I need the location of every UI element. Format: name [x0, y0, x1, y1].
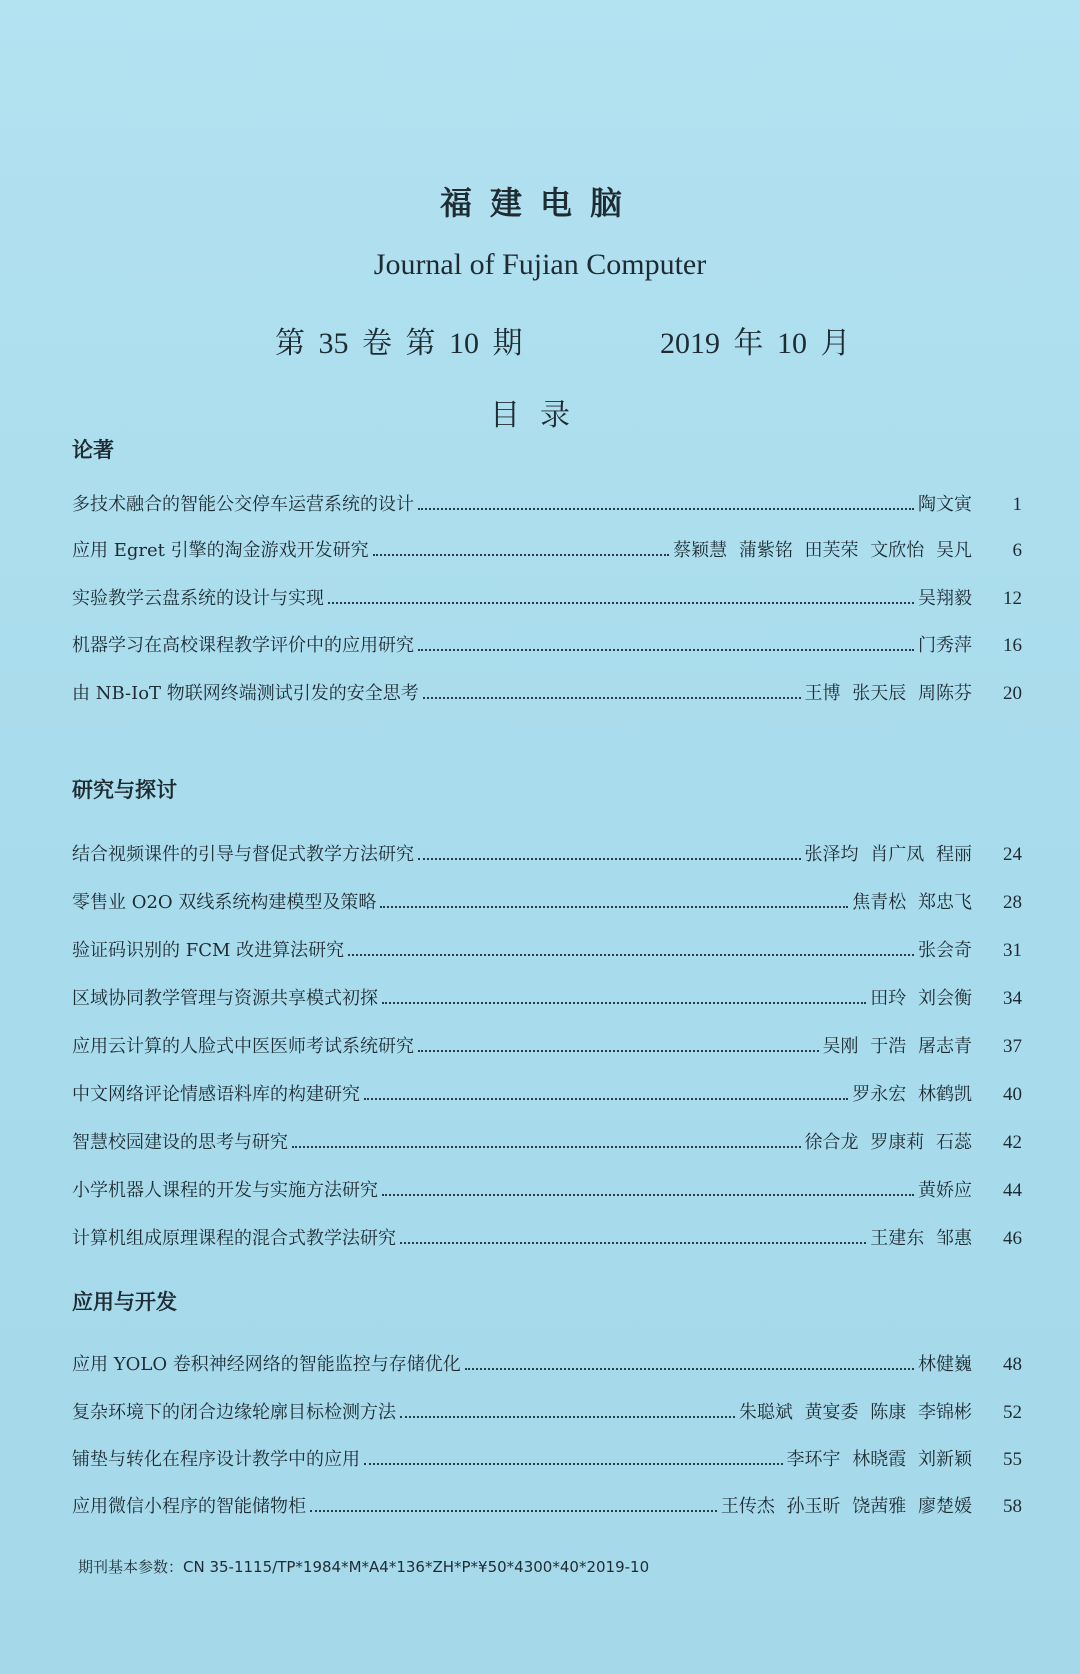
- entry-page: 1: [1012, 494, 1022, 515]
- toc-entry[interactable]: [72, 1394, 1022, 1424]
- section-heading-yingyong: 应用与开发: [72, 1290, 177, 1314]
- entry-page: 34: [1003, 988, 1022, 1009]
- journal-parameters: 期刊基本参数：CN 35-1115/TP*1984*M*A4*136*ZH*P*¥50*4300*40*2019-10: [78, 1558, 650, 1576]
- toc-entry[interactable]: [72, 884, 1022, 914]
- entry-title: 智慧校园建设的思考与研究: [72, 1132, 288, 1153]
- entry-page: 44: [1003, 1180, 1022, 1201]
- leader-dots: [348, 954, 914, 956]
- toc-entry[interactable]: [72, 1441, 1022, 1471]
- leader-dots: [364, 1463, 783, 1465]
- entry-page: 37: [1003, 1036, 1022, 1057]
- entry-page: 31: [1003, 940, 1022, 961]
- entry-authors: 黄娇应: [918, 1180, 972, 1201]
- entry-page: 28: [1003, 892, 1022, 913]
- leader-dots: [400, 1242, 866, 1244]
- entry-page: 20: [1003, 683, 1022, 704]
- entry-authors: 门秀萍: [918, 635, 972, 656]
- leader-dots: [310, 1510, 717, 1512]
- leader-dots: [418, 1050, 819, 1052]
- entry-title: 应用 YOLO 卷积神经网络的智能监控与存储优化: [72, 1354, 461, 1375]
- entry-page: 42: [1003, 1132, 1022, 1153]
- entry-page: 52: [1003, 1402, 1022, 1423]
- toc-entry[interactable]: [72, 980, 1022, 1010]
- entry-authors: 张会奇: [918, 940, 972, 961]
- entry-authors: 吴翔毅: [918, 588, 972, 609]
- entry-page: 48: [1003, 1354, 1022, 1375]
- entry-authors: 李环宇 林晓霞 刘新颖: [786, 1449, 972, 1470]
- leader-dots: [423, 697, 801, 699]
- journal-title-en: Journal of Fujian Computer: [373, 248, 707, 281]
- toc-entry[interactable]: [72, 836, 1022, 866]
- entry-authors: 焦青松 郑忠飞: [852, 892, 972, 913]
- toc-entry[interactable]: [72, 486, 1022, 516]
- entry-title: 验证码识别的 FCM 改进算法研究: [72, 940, 345, 961]
- entry-title: 铺垫与转化在程序设计教学中的应用: [72, 1449, 360, 1470]
- journal-title-cn: 福建电脑: [439, 184, 640, 222]
- leader-dots: [382, 1194, 914, 1196]
- entry-authors: 田玲 刘会衡: [870, 988, 972, 1009]
- toc-entry[interactable]: [72, 675, 1022, 705]
- entry-page: 40: [1003, 1084, 1022, 1105]
- entry-page: 55: [1003, 1449, 1022, 1470]
- entry-authors: 王传杰 孙玉昕 饶茜雅 廖楚媛: [720, 1496, 972, 1517]
- entry-title: 复杂环境下的闭合边缘轮廓目标检测方法: [72, 1402, 396, 1423]
- toc-entry[interactable]: [72, 580, 1022, 610]
- entry-title: 实验教学云盘系统的设计与实现: [72, 588, 324, 609]
- entry-authors: 蔡颖慧 蒲紫铭 田芙荣 文欣怡 吴凡: [673, 540, 972, 561]
- entry-authors: 王博 张天辰 周陈芬: [804, 683, 972, 704]
- entry-authors: 王建东 邹惠: [870, 1228, 972, 1249]
- entry-title: 计算机组成原理课程的混合式教学法研究: [72, 1228, 396, 1249]
- entry-title: 机器学习在高校课程教学评价中的应用研究: [72, 635, 414, 656]
- entry-title: 由 NB-IoT 物联网终端测试引发的安全思考: [72, 683, 419, 704]
- entry-title: 小学机器人课程的开发与实施方法研究: [72, 1180, 378, 1201]
- entry-page: 16: [1003, 635, 1022, 656]
- entry-page: 58: [1003, 1496, 1022, 1517]
- toc-entry[interactable]: [72, 1346, 1022, 1376]
- issue-date: 2019 年 10 月: [660, 327, 851, 360]
- toc-entry[interactable]: [72, 1220, 1022, 1250]
- entry-title: 结合视频课件的引导与督促式教学方法研究: [72, 844, 414, 865]
- entry-authors: 徐合龙 罗康莉 石蕊: [804, 1132, 972, 1153]
- entry-page: 6: [1012, 540, 1022, 561]
- toc-heading: 目录: [490, 398, 590, 433]
- leader-dots: [418, 858, 801, 860]
- entry-page: 24: [1003, 844, 1022, 865]
- entry-authors: 吴刚 于浩 屠志青: [822, 1036, 972, 1057]
- entry-title: 零售业 O2O 双线系统构建模型及策略: [72, 892, 377, 913]
- entry-title: 应用 Egret 引擎的淘金游戏开发研究: [72, 540, 369, 561]
- entry-title: 多技术融合的智能公交停车运营系统的设计: [72, 494, 414, 515]
- section-heading-lunzhu: 论著: [72, 438, 114, 462]
- entry-page: 46: [1003, 1228, 1022, 1249]
- leader-dots: [400, 1416, 735, 1418]
- entry-title: 应用云计算的人脸式中医医师考试系统研究: [72, 1036, 414, 1057]
- entry-authors: 林健巍: [918, 1354, 972, 1375]
- leader-dots: [373, 554, 670, 556]
- toc-entry[interactable]: [72, 1076, 1022, 1106]
- entry-title: 区域协同教学管理与资源共享模式初探: [72, 988, 378, 1009]
- entry-authors: 朱聪斌 黄宴委 陈康 李锦彬: [738, 1402, 972, 1423]
- entry-authors: 罗永宏 林鹤凯: [852, 1084, 972, 1105]
- leader-dots: [418, 508, 914, 510]
- toc-entry[interactable]: [72, 1124, 1022, 1154]
- toc-entry[interactable]: [72, 1488, 1022, 1518]
- entry-title: 应用微信小程序的智能储物柜: [72, 1496, 306, 1517]
- toc-entry[interactable]: [72, 532, 1022, 562]
- section-heading-yanjiu: 研究与探讨: [72, 778, 177, 802]
- leader-dots: [328, 602, 914, 604]
- issue-number: 第 35 卷 第 10 期: [275, 327, 523, 360]
- leader-dots: [380, 906, 848, 908]
- toc-entry[interactable]: [72, 1028, 1022, 1058]
- leader-dots: [465, 1368, 914, 1370]
- leader-dots: [364, 1098, 848, 1100]
- leader-dots: [292, 1146, 801, 1148]
- entry-authors: 张泽均 肖广凤 程丽: [804, 844, 972, 865]
- toc-entry[interactable]: [72, 1172, 1022, 1202]
- leader-dots: [382, 1002, 866, 1004]
- entry-page: 12: [1003, 588, 1022, 609]
- entry-title: 中文网络评论情感语料库的构建研究: [72, 1084, 360, 1105]
- toc-entry[interactable]: [72, 932, 1022, 962]
- toc-entry[interactable]: [72, 627, 1022, 657]
- leader-dots: [418, 649, 914, 651]
- entry-authors: 陶文寅: [918, 494, 972, 515]
